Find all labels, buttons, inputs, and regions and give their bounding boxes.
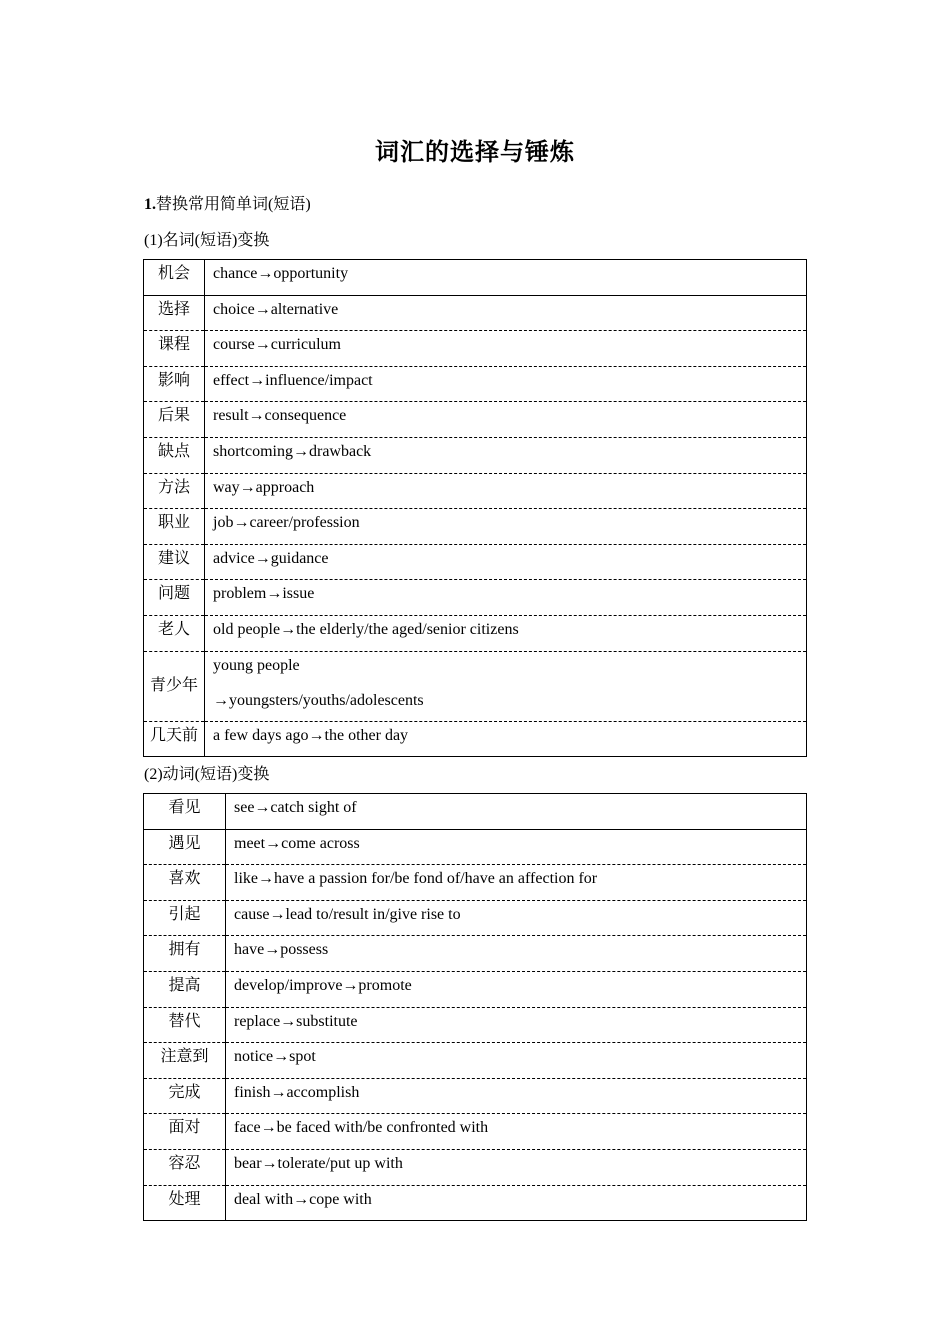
- english-line-1: young people: [213, 656, 300, 674]
- table-row: [144, 366, 807, 402]
- chinese-term: 建议: [144, 544, 205, 580]
- english-replacement: choice→alternative: [205, 295, 807, 331]
- chinese-term: 引起: [144, 900, 226, 936]
- table-row: [144, 437, 807, 473]
- section-number: 1.: [144, 196, 156, 213]
- english-replacement: finish→accomplish: [226, 1078, 807, 1114]
- chinese-term: 缺点: [144, 437, 205, 473]
- chinese-term: 喜欢: [144, 865, 226, 901]
- table-row: [144, 971, 807, 1007]
- table-row: [144, 615, 807, 651]
- chinese-term: 方法: [144, 473, 205, 509]
- table-row: [144, 829, 807, 865]
- table-row: [144, 544, 807, 580]
- table-row: [144, 1185, 807, 1221]
- english-line-2: →youngsters/youths/adolescents: [213, 691, 424, 709]
- verb-table: [143, 793, 807, 1221]
- table-row: [144, 1078, 807, 1114]
- table-row: [144, 936, 807, 972]
- chinese-term: 后果: [144, 402, 205, 438]
- table-row: [144, 331, 807, 367]
- english-replacement: face→be faced with/be confronted with: [226, 1114, 807, 1150]
- chinese-term: 看见: [144, 794, 226, 830]
- english-replacement: meet→come across: [226, 829, 807, 865]
- chinese-term: 几天前: [144, 721, 205, 757]
- table-row: [144, 1149, 807, 1185]
- table-row: [144, 260, 807, 296]
- section-heading: [144, 191, 311, 214]
- english-replacement: have→possess: [226, 936, 807, 972]
- english-replacement: deal with→cope with: [226, 1185, 807, 1221]
- table-row: [144, 721, 807, 757]
- noun-table: [143, 259, 807, 757]
- table-row: [144, 900, 807, 936]
- chinese-term: 提高: [144, 971, 226, 1007]
- noun-subheading: (1)名词(短语)变换: [144, 232, 270, 249]
- chinese-term: 容忍: [144, 1149, 226, 1185]
- table-row: [144, 402, 807, 438]
- table-row: [144, 1043, 807, 1079]
- chinese-term: 拥有: [144, 936, 226, 972]
- chinese-term: 注意到: [144, 1043, 226, 1079]
- english-replacement: effect→influence/impact: [205, 366, 807, 402]
- chinese-term: 课程: [144, 331, 205, 367]
- table-row: [144, 651, 807, 721]
- english-replacement: [205, 651, 807, 721]
- english-replacement: chance→opportunity: [205, 260, 807, 296]
- chinese-term: 处理: [144, 1185, 226, 1221]
- table-row: [144, 1007, 807, 1043]
- chinese-term: 完成: [144, 1078, 226, 1114]
- english-replacement: bear→tolerate/put up with: [226, 1149, 807, 1185]
- english-replacement: result→consequence: [205, 402, 807, 438]
- english-replacement: shortcoming→drawback: [205, 437, 807, 473]
- chinese-term: 影响: [144, 366, 205, 402]
- english-replacement: advice→guidance: [205, 544, 807, 580]
- table-row: [144, 865, 807, 901]
- english-replacement: like→have a passion for/be fond of/have an affection for: [226, 865, 807, 901]
- english-replacement: job→career/profession: [205, 509, 807, 545]
- chinese-term: 替代: [144, 1007, 226, 1043]
- chinese-term: 选择: [144, 295, 205, 331]
- english-replacement: a few days ago→the other day: [205, 721, 807, 757]
- chinese-term: 老人: [144, 615, 205, 651]
- page-title: 词汇的选择与锤炼: [375, 140, 575, 166]
- table-row: [144, 509, 807, 545]
- chinese-term: 遇见: [144, 829, 226, 865]
- english-replacement: notice→spot: [226, 1043, 807, 1079]
- english-replacement: develop/improve→promote: [226, 971, 807, 1007]
- english-replacement: replace→substitute: [226, 1007, 807, 1043]
- english-replacement: problem→issue: [205, 580, 807, 616]
- verb-subheading: (2)动词(短语)变换: [144, 766, 270, 783]
- english-replacement: old people→the elderly/the aged/senior citizens: [205, 615, 807, 651]
- section-title: 替换常用简单词(短语): [156, 196, 311, 213]
- english-replacement: see→catch sight of: [226, 794, 807, 830]
- chinese-term: 职业: [144, 509, 205, 545]
- table-row: [144, 794, 807, 830]
- english-replacement: course→curriculum: [205, 331, 807, 367]
- chinese-term: 青少年: [144, 651, 205, 721]
- table-row: [144, 1114, 807, 1150]
- table-row: [144, 580, 807, 616]
- chinese-term: 面对: [144, 1114, 226, 1150]
- english-replacement: way→approach: [205, 473, 807, 509]
- chinese-term: 问题: [144, 580, 205, 616]
- chinese-term: 机会: [144, 260, 205, 296]
- table-row: [144, 473, 807, 509]
- english-replacement: cause→lead to/result in/give rise to: [226, 900, 807, 936]
- table-row: [144, 295, 807, 331]
